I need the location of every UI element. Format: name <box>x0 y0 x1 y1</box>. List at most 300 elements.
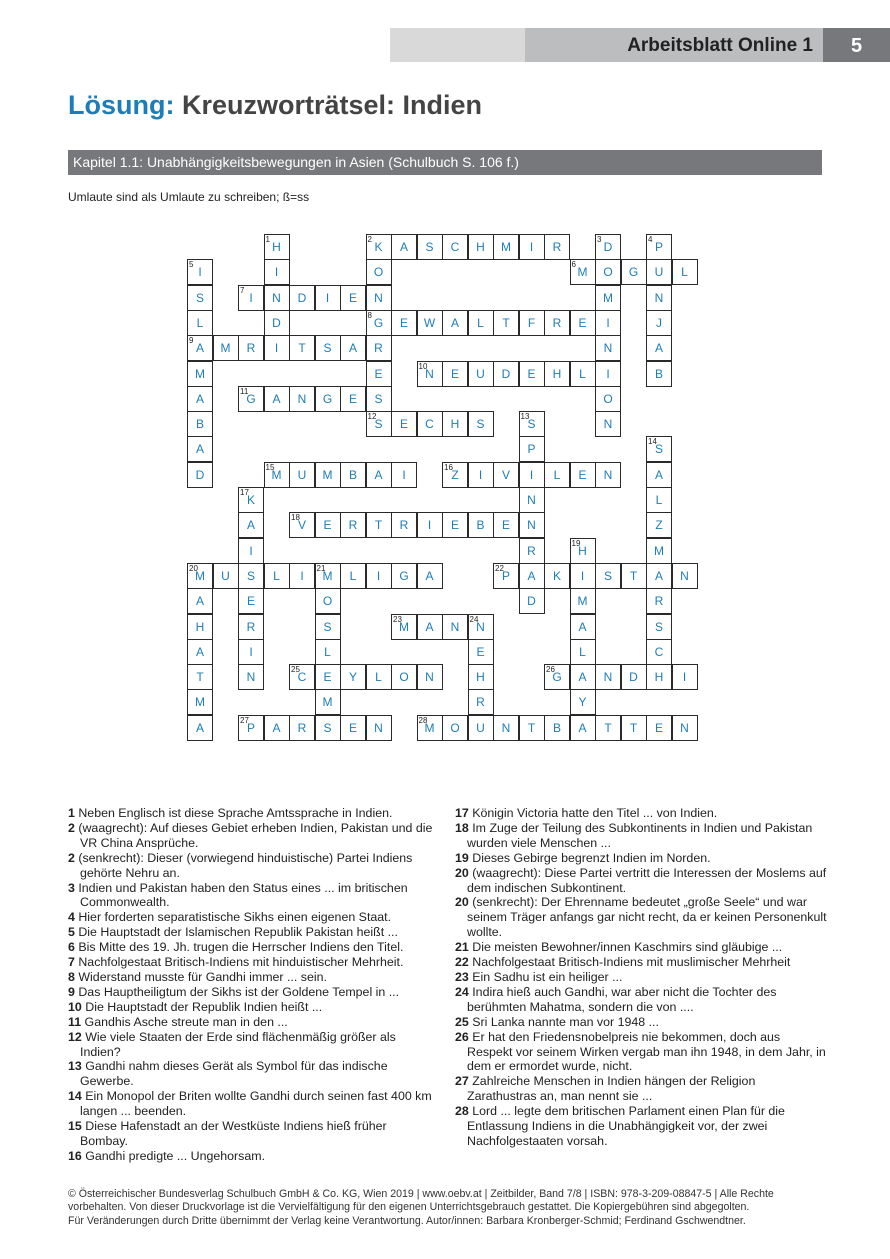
cell-letter: A <box>578 720 587 735</box>
clue-text: (senkrecht): Der Ehrenname bedeutet „große Seele“ und war seinem Träger anfangs gar nicht recht, da er keinen Personenkult wollte. <box>467 895 827 940</box>
crossword-cell <box>391 512 417 538</box>
cell-letter: Y <box>578 695 587 710</box>
cell-letter: N <box>603 417 613 432</box>
crossword-cell <box>570 689 596 715</box>
crossword-cell <box>570 588 596 614</box>
crossword-cell <box>187 664 213 690</box>
crossword-cell <box>238 563 264 589</box>
cell-letter: E <box>654 720 663 735</box>
cell-number: 10 <box>418 361 428 371</box>
cell-letter: Z <box>451 467 459 482</box>
cell-letter: N <box>425 670 434 685</box>
crossword-cell <box>493 361 519 387</box>
clue-number: 23 <box>455 969 469 984</box>
cell-number: 21 <box>316 563 326 573</box>
cell-letter: L <box>349 568 357 583</box>
cell-letter: T <box>374 518 383 533</box>
cell-letter: O <box>603 265 613 280</box>
cell-letter: N <box>654 290 664 305</box>
cell-letter: S <box>654 619 663 634</box>
crossword-cell <box>544 462 570 488</box>
cell-letter: R <box>552 315 562 330</box>
crossword-cell <box>264 462 290 488</box>
crossword-cell <box>519 310 545 336</box>
clue-number: 11 <box>68 1014 82 1029</box>
crossword-cell <box>493 462 519 488</box>
cell-letter: M <box>577 265 588 280</box>
crossword-cell <box>595 664 621 690</box>
cell-letter: T <box>196 670 204 685</box>
crossword-cell <box>646 335 672 361</box>
cell-letter: N <box>374 290 383 305</box>
crossword-cell <box>468 664 494 690</box>
cell-letter: A <box>374 467 383 482</box>
cell-letter: N <box>527 493 536 507</box>
cell-letter: R <box>246 341 256 356</box>
cell-letter: A <box>272 720 281 735</box>
crossword-cell <box>391 234 417 260</box>
cell-letter: K <box>374 240 383 254</box>
crossword-cell <box>442 310 468 336</box>
crossword-cell <box>315 689 341 715</box>
crossword-cell <box>366 386 392 412</box>
crossword-cell <box>315 588 341 614</box>
crossword-cell <box>672 259 698 285</box>
cell-letter: I <box>529 467 534 482</box>
cell-letter: I <box>529 240 534 254</box>
footer-line: vorbehalten. Von dieser Druckvorlage ist die Vervielfältigung für den eigenen Unterrichtsgebrauch gestattet. Die Kopiergebühren sind abgegolten. <box>68 1201 750 1214</box>
crossword-cell <box>289 664 315 690</box>
cell-number: 26 <box>546 665 555 675</box>
crossword-cell <box>519 411 545 437</box>
crossword-cell <box>646 715 672 741</box>
cell-letter: R <box>552 240 562 254</box>
crossword-cell <box>468 462 494 488</box>
clue-number: 26 <box>455 1029 469 1044</box>
crossword-cell <box>646 538 672 564</box>
crossword-cell <box>646 563 672 589</box>
page-number: 5 <box>823 28 890 62</box>
cell-letter: U <box>297 467 307 482</box>
crossword-cell <box>646 462 672 488</box>
crossword-cell <box>187 715 213 741</box>
crossword-cell <box>366 234 392 260</box>
title-main: Kreuzworträtsel: Indien <box>182 90 483 120</box>
cell-letter: O <box>603 391 613 406</box>
cell-letter: B <box>195 417 204 432</box>
cell-letter: E <box>450 518 459 533</box>
crossword-cell <box>187 335 213 361</box>
clue-item <box>68 1119 438 1149</box>
crossword-cell <box>646 487 672 513</box>
cell-letter: A <box>425 568 434 583</box>
cell-letter: E <box>374 366 383 381</box>
cell-letter: L <box>655 493 663 507</box>
cell-letter: R <box>348 518 358 533</box>
crossword-cell <box>315 462 341 488</box>
cell-letter: E <box>399 315 408 330</box>
crossword-cell <box>289 335 315 361</box>
crossword-cell <box>238 588 264 614</box>
cell-letter: O <box>322 594 333 609</box>
cell-letter: R <box>374 341 383 356</box>
crossword-cell <box>544 664 570 690</box>
cell-letter: G <box>552 670 562 685</box>
crossword-cell <box>340 462 366 488</box>
clue-text: Ein Monopol der Briten wollte Gandhi durch seinen fast 400 km langen ... beenden. <box>80 1089 432 1119</box>
crossword-cell <box>315 285 341 311</box>
cell-letter: A <box>450 315 459 330</box>
crossword-cell <box>366 310 392 336</box>
crossword-cell <box>519 462 545 488</box>
crossword-cell <box>468 689 494 715</box>
crossword-cell <box>519 487 545 513</box>
cell-letter: A <box>654 341 663 356</box>
cell-letter: A <box>195 442 204 457</box>
crossword-cell <box>289 386 315 412</box>
cell-letter: S <box>323 619 332 634</box>
clue-text: Indira hieß auch Gandhi, war aber nicht die Tochter des berühmten Mahatma, sondern die von .... <box>467 984 777 1014</box>
cell-letter: T <box>502 315 510 330</box>
cell-letter: M <box>322 695 333 710</box>
crossword-cell <box>187 310 213 336</box>
crossword-cell <box>570 259 596 285</box>
clue-text: Hier forderten separatistische Sikhs einen eigenen Staat. <box>74 910 392 925</box>
cell-letter: S <box>195 290 204 305</box>
cell-letter: E <box>348 290 357 305</box>
cell-number: 15 <box>265 462 275 472</box>
crossword-cell <box>187 614 213 640</box>
crossword-cell <box>213 335 239 361</box>
crossword-cell <box>187 462 213 488</box>
clue-number: 28 <box>455 1104 469 1119</box>
cell-number: 28 <box>418 715 428 725</box>
clue-item <box>455 1030 827 1075</box>
crossword-cell <box>493 310 519 336</box>
cell-letter: T <box>604 720 612 735</box>
cell-letter: S <box>603 568 612 583</box>
cell-letter: N <box>450 619 460 634</box>
cell-letter: N <box>680 568 689 583</box>
crossword-cell <box>289 715 315 741</box>
clue-number: 20 <box>455 895 469 910</box>
clue-item <box>68 1000 438 1015</box>
cell-number: 17 <box>240 488 249 497</box>
crossword-cell <box>417 234 443 260</box>
cell-letter: I <box>606 366 610 381</box>
cell-letter: H <box>654 670 664 685</box>
crossword-cell <box>519 715 545 741</box>
crossword-cell <box>646 512 672 538</box>
cell-letter: H <box>272 240 281 254</box>
clue-number: 16 <box>68 1148 82 1163</box>
clue-item <box>455 955 827 970</box>
crossword-cell <box>187 361 213 387</box>
cell-letter: B <box>552 720 561 735</box>
clue-text: Die meisten Bewohner/innen Kaschmirs sind gläubige ... <box>468 940 783 955</box>
cell-letter: L <box>579 644 586 659</box>
crossword-cell <box>646 664 672 690</box>
crossword-cell <box>187 639 213 665</box>
cell-letter: C <box>297 670 307 685</box>
crossword-cell <box>595 563 621 589</box>
cell-letter: S <box>246 568 255 583</box>
cell-letter: I <box>274 341 279 356</box>
crossword-cell <box>315 664 341 690</box>
crossword-cell <box>340 512 366 538</box>
crossword-cell <box>340 335 366 361</box>
cell-letter: A <box>399 240 408 254</box>
cell-letter: A <box>272 391 281 406</box>
clue-text: Im Zuge der Teilung des Subkontinents in Indien und Pakistan wurden viele Menschen ... <box>467 820 813 850</box>
crossword-cell <box>570 361 596 387</box>
cell-letter: D <box>603 240 613 254</box>
cell-letter: M <box>603 290 613 305</box>
clue-item <box>455 1015 827 1030</box>
clue-text: Widerstand musste für Gandhi immer ... sein. <box>74 969 327 984</box>
clue-number: 17 <box>455 806 469 820</box>
cell-letter: L <box>196 315 204 330</box>
crossword-cell <box>187 285 213 311</box>
crossword-cell <box>417 512 443 538</box>
clue-number: 3 <box>68 880 75 895</box>
cell-letter: M <box>322 568 333 583</box>
clue-number: 2 <box>68 820 75 835</box>
crossword-cell <box>442 512 468 538</box>
cell-letter: A <box>195 720 204 735</box>
footer-line: © Österreichischer Bundesverlag Schulbuch GmbH & Co. KG, Wien 2019 | www.oebv.at | Zeitbilder, Band 7/8 | ISBN: 978-3-209-08847-5 | Alle Rechte <box>68 1188 774 1200</box>
crossword-cell <box>238 285 264 311</box>
crossword-cell <box>264 285 290 311</box>
clue-text: Nachfolgestaat Britisch-Indiens mit muslimischer Mehrheit <box>468 955 791 970</box>
cell-letter: H <box>195 619 205 634</box>
clue-text: Die Hauptstadt der Republik Indien heißt ... <box>81 999 323 1014</box>
crossword-cell <box>442 361 468 387</box>
crossword-cell <box>366 462 392 488</box>
crossword-cell <box>595 234 621 260</box>
cell-letter: M <box>654 543 664 558</box>
crossword-cell <box>493 512 519 538</box>
clue-item <box>68 1149 438 1164</box>
crossword-cell <box>570 639 596 665</box>
cell-letter: G <box>628 265 639 280</box>
cell-number: 9 <box>189 336 194 346</box>
crossword-cell <box>315 614 341 640</box>
cell-letter: L <box>579 366 586 381</box>
crossword-cell <box>646 436 672 462</box>
crossword-cell <box>366 335 392 361</box>
cell-letter: I <box>606 315 610 330</box>
cell-letter: P <box>246 720 255 735</box>
clue-item <box>68 881 438 911</box>
cell-letter: M <box>195 695 205 710</box>
clue-item <box>68 821 438 851</box>
cell-letter: T <box>298 341 306 356</box>
clue-item <box>455 895 827 940</box>
crossword-cell <box>493 563 519 589</box>
cell-letter: Y <box>348 670 357 685</box>
title-prefix: Lösung: <box>68 90 175 120</box>
crossword-cell <box>238 487 264 513</box>
crossword-cell <box>493 234 519 260</box>
crossword-cell <box>595 411 621 437</box>
cell-letter: U <box>476 366 485 381</box>
crossword-cell <box>672 563 698 589</box>
cell-letter: D <box>195 467 205 482</box>
cell-letter: A <box>654 568 663 583</box>
clue-item <box>68 970 438 985</box>
cell-letter: U <box>654 265 664 280</box>
cell-letter: I <box>580 568 585 583</box>
cell-letter: C <box>450 240 460 254</box>
clue-number: 6 <box>68 940 75 955</box>
cell-letter: R <box>654 594 664 609</box>
cell-letter: M <box>322 467 333 482</box>
cell-number: 7 <box>240 285 245 295</box>
chapter-bar: Kapitel 1.1: Unabhängigkeitsbewegungen in Asien (Schulbuch S. 106 f.) <box>68 150 822 175</box>
cell-number: 8 <box>367 310 372 320</box>
clue-item <box>68 940 438 955</box>
cell-letter: A <box>195 594 204 609</box>
crossword-cell <box>646 361 672 387</box>
cell-number: 23 <box>393 614 402 624</box>
cell-letter: N <box>476 619 485 634</box>
cell-letter: S <box>425 240 434 254</box>
crossword-cell <box>442 234 468 260</box>
crossword-cell <box>187 436 213 462</box>
crossword-cell <box>315 639 341 665</box>
cell-letter: N <box>272 290 281 305</box>
clue-number: 14 <box>68 1089 82 1104</box>
cell-letter: M <box>399 619 409 634</box>
cell-letter: E <box>501 518 510 533</box>
crossword-cell <box>366 259 392 285</box>
clue-number: 1 <box>68 806 75 820</box>
clue-item <box>68 1015 438 1030</box>
crossword-cell <box>417 310 443 336</box>
clue-text: Gandhi predigte ... Ungehorsam. <box>81 1148 266 1163</box>
cell-letter: E <box>527 366 536 381</box>
cell-letter: W <box>423 315 436 330</box>
crossword-cell <box>264 563 290 589</box>
clue-item <box>68 1030 438 1060</box>
clue-item <box>68 910 438 925</box>
cell-letter: T <box>629 568 638 583</box>
crossword-cell <box>187 259 213 285</box>
cell-letter: A <box>654 467 663 482</box>
cell-letter: K <box>552 568 561 583</box>
cell-letter: N <box>527 518 536 533</box>
clue-item <box>68 851 438 881</box>
crossword-cell <box>493 715 519 741</box>
clue-item <box>455 985 827 1015</box>
cell-letter: V <box>501 467 510 482</box>
crossword-cell <box>238 335 264 361</box>
crossword-cell <box>646 259 672 285</box>
crossword-cell <box>646 285 672 311</box>
worksheet-label: Arbeitsblatt Online 1 <box>525 28 823 62</box>
crossword-cell <box>315 563 341 589</box>
clue-text: Nachfolgestaat Britisch-Indiens mit hinduistischer Mehrheit. <box>74 955 404 970</box>
crossword-cell <box>289 563 315 589</box>
cell-letter: I <box>427 518 432 533</box>
crossword-cell <box>595 386 621 412</box>
clue-text: Wie viele Staaten der Erde sind flächenmäßig größer als Indien? <box>80 1029 396 1059</box>
cell-number: 4 <box>648 235 653 244</box>
cell-letter: N <box>297 391 307 406</box>
crossword-cell <box>213 563 239 589</box>
cell-number: 14 <box>648 437 657 447</box>
crossword-cell <box>646 310 672 336</box>
cell-letter: M <box>195 366 205 381</box>
clue-text: Gandhi nahm dieses Gerät als Symbol für das indische Gewerbe. <box>80 1059 388 1089</box>
clue-text: Königin Victoria hatte den Titel ... von Indien. <box>468 806 718 820</box>
clue-text: Ein Sadhu ist ein heiliger ... <box>468 969 623 984</box>
crossword-cell <box>238 512 264 538</box>
cell-letter: I <box>249 290 253 305</box>
crossword-cell <box>595 310 621 336</box>
cell-number: 20 <box>189 563 198 573</box>
crossword-cell <box>366 512 392 538</box>
crossword-cell <box>519 436 545 462</box>
crossword-cell <box>519 588 545 614</box>
cell-letter: D <box>272 315 281 330</box>
clue-item <box>455 866 827 896</box>
cell-number: 6 <box>571 260 576 270</box>
crossword-cell <box>366 563 392 589</box>
crossword-cell <box>264 335 290 361</box>
crossword-cell <box>468 310 494 336</box>
cell-letter: N <box>603 670 613 685</box>
crossword-cell <box>315 512 341 538</box>
cell-letter: L <box>273 568 280 583</box>
cell-letter: R <box>527 543 536 558</box>
clue-number: 19 <box>455 850 469 865</box>
cell-letter: A <box>578 670 587 685</box>
cell-letter: B <box>654 366 663 381</box>
crossword-cell <box>621 259 647 285</box>
clue-text: Er hat den Friedensnobelpreis nie bekommen, doch aus Respekt vor seinem Wirken vergab man ihn 1948, in dem Jahr, in dem er ermordet wurde, nicht. <box>467 1029 826 1074</box>
cell-letter: B <box>348 467 357 482</box>
clue-list-left <box>68 806 438 1164</box>
cell-letter: O <box>373 265 384 280</box>
cell-letter: M <box>577 594 588 609</box>
crossword-cell <box>519 538 545 564</box>
cell-letter: I <box>300 568 304 583</box>
cell-letter: F <box>527 315 536 330</box>
clue-number: 15 <box>68 1119 82 1134</box>
cell-letter: O <box>450 720 460 735</box>
crossword-cell <box>646 639 672 665</box>
clue-item <box>68 985 438 1000</box>
footer <box>68 1188 828 1228</box>
cell-letter: D <box>501 366 511 381</box>
crossword-cell <box>366 361 392 387</box>
cell-letter: D <box>527 594 536 609</box>
clue-item <box>455 1074 827 1104</box>
crossword-cell <box>366 715 392 741</box>
crossword-cell <box>289 462 315 488</box>
cell-letter: E <box>578 467 587 482</box>
crossword-cell <box>417 664 443 690</box>
cell-letter: L <box>553 467 561 482</box>
crossword-cell <box>595 259 621 285</box>
clue-number: 9 <box>68 984 75 999</box>
crossword-cell <box>672 664 698 690</box>
cell-number: 27 <box>240 715 249 725</box>
cell-letter: M <box>195 568 205 583</box>
crossword-cell <box>366 411 392 437</box>
